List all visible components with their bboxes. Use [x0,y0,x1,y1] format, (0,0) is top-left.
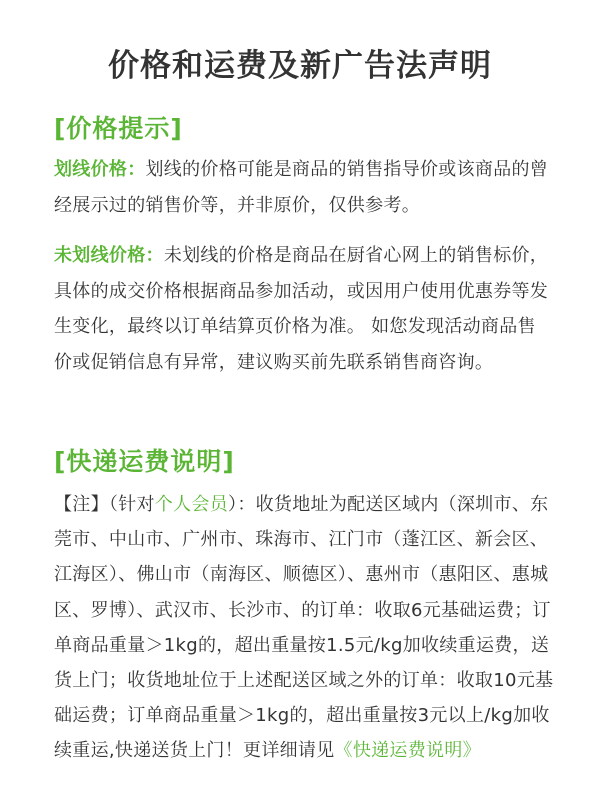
shipping-fee-link[interactable]: 《快递运费说明》 [334,740,481,762]
note-prefix: 【注】（针对 [54,494,155,515]
non-strikethrough-price-paragraph [54,238,554,380]
non-strikethrough-price-label: 未划线价格： [54,245,164,266]
strikethrough-price-paragraph [54,152,554,223]
strikethrough-price-text: 划线的价格可能是商品的销售指导价或该商品的曾经展示过的销售价等，并非原价，仅供参考。 [54,159,549,216]
page-title: 价格和运费及新广告法声明 [108,48,492,84]
shipping-notice-heading: [快递运费说明] [54,447,235,476]
shipping-paragraph [54,487,554,769]
non-strikethrough-price-text: 未划线的价格是商品在厨省心网上的销售标价，具体的成交价格根据商品参加活动，或因用户使用优惠券等发生变化，最终以订单结算页价格为准。 如您发现活动商品售价或促销信息有异常，建议购买前先联系销售商咨询。 [54,245,549,373]
member-label: 个人会员 [154,494,229,515]
strikethrough-price-label: 划线价格： [54,159,146,180]
price-notice-heading: [价格提示] [54,114,183,143]
shipping-note-text: ）：收货地址为配送区域内（深圳市、东莞市、中山市、广州市、珠海市、江门市（蓬江区、新会区、江海区）、佛山市（南海区、顺德区）、惠州市（惠阳区、惠城区、罗博）、武汉市、长沙市、的订单：收取6元基础运费；订单商品重量＞1kg的，超出重量按1.5元/kg加收续重运费，送货上门；收货地址位于上述配送区域之外的订单：收取10元基础运费；订单商品重量＞1kg的，超出重量按3元以上/kg加收续重运,快递送货上门！更详细请见 [54,494,554,762]
